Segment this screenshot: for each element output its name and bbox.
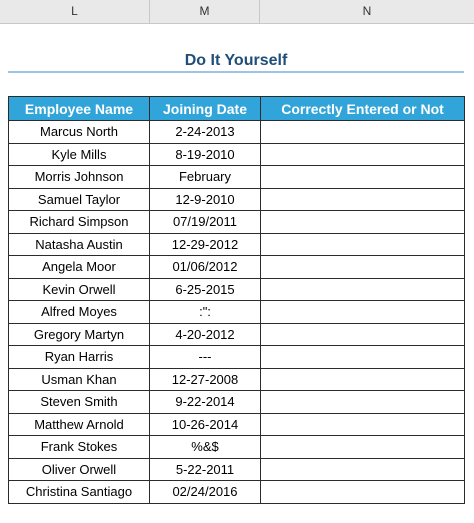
header-row [9, 97, 465, 121]
cell-correctly-entered[interactable] [261, 256, 465, 279]
cell-correctly-entered[interactable] [261, 436, 465, 459]
table-row [9, 278, 465, 301]
cell-correctly-entered[interactable] [261, 368, 465, 391]
column-header-m[interactable]: M [150, 0, 260, 23]
table-row [9, 346, 465, 369]
table-row [9, 121, 465, 144]
cell-employee-name[interactable]: Frank Stokes [9, 436, 150, 459]
cell-employee-name[interactable]: Kyle Mills [9, 143, 150, 166]
header-joining-date[interactable]: Joining Date [150, 97, 261, 121]
cell-employee-name[interactable]: Samuel Taylor [9, 188, 150, 211]
cell-employee-name[interactable]: Christina Santiago [9, 481, 150, 504]
column-header-n[interactable]: N [362, 4, 372, 18]
cell-joining-date[interactable]: 02/24/2016 [150, 481, 261, 504]
cell-employee-name[interactable]: Matthew Arnold [9, 413, 150, 436]
table-row [9, 166, 465, 189]
cell-joining-date[interactable]: February [150, 166, 261, 189]
table-row [9, 301, 465, 324]
cell-correctly-entered[interactable] [261, 346, 465, 369]
cell-employee-name[interactable]: Oliver Orwell [9, 458, 150, 481]
cell-joining-date[interactable]: 10-26-2014 [150, 413, 261, 436]
cell-employee-name[interactable]: Ryan Harris [9, 346, 150, 369]
cell-joining-date[interactable]: 8-19-2010 [150, 143, 261, 166]
cell-correctly-entered[interactable] [261, 413, 465, 436]
cell-joining-date[interactable]: %&$ [150, 436, 261, 459]
cell-correctly-entered[interactable] [261, 121, 465, 144]
cell-correctly-entered[interactable] [261, 323, 465, 346]
cell-joining-date[interactable]: 12-29-2012 [150, 233, 261, 256]
cell-employee-name[interactable]: Usman Khan [9, 368, 150, 391]
header-correctly-entered[interactable]: Correctly Entered or Not [261, 97, 465, 121]
table-row [9, 481, 465, 504]
cell-correctly-entered[interactable] [261, 391, 465, 414]
table-row [9, 413, 465, 436]
cell-correctly-entered[interactable] [261, 233, 465, 256]
table-row [9, 211, 465, 234]
table-row [9, 233, 465, 256]
cell-correctly-entered[interactable] [261, 211, 465, 234]
cell-correctly-entered[interactable] [261, 188, 465, 211]
cell-employee-name[interactable]: Kevin Orwell [9, 278, 150, 301]
cell-joining-date[interactable]: 12-9-2010 [150, 188, 261, 211]
table-row [9, 458, 465, 481]
cell-correctly-entered[interactable] [261, 166, 465, 189]
table-row [9, 436, 465, 459]
cell-joining-date[interactable]: :": [150, 301, 261, 324]
header-employee-name[interactable]: Employee Name [9, 97, 150, 121]
cell-joining-date[interactable]: 9-22-2014 [150, 391, 261, 414]
cell-employee-name[interactable]: Richard Simpson [9, 211, 150, 234]
table-row [9, 143, 465, 166]
employee-table [8, 96, 465, 504]
cell-employee-name[interactable]: Natasha Austin [9, 233, 150, 256]
cell-joining-date[interactable]: 07/19/2011 [150, 211, 261, 234]
table-row [9, 256, 465, 279]
table-row [9, 368, 465, 391]
table-row [9, 188, 465, 211]
sheet-title: Do It Yourself [184, 52, 288, 69]
column-header-l[interactable]: L [0, 0, 150, 23]
table-row [9, 323, 465, 346]
cell-correctly-entered[interactable] [261, 458, 465, 481]
cell-correctly-entered[interactable] [261, 481, 465, 504]
cell-joining-date[interactable]: 2-24-2013 [150, 121, 261, 144]
cell-joining-date[interactable]: 6-25-2015 [150, 278, 261, 301]
table-row [9, 391, 465, 414]
cell-joining-date[interactable]: 4-20-2012 [150, 323, 261, 346]
cell-correctly-entered[interactable] [261, 301, 465, 324]
cell-employee-name[interactable]: Angela Moor [9, 256, 150, 279]
title-underline [8, 71, 464, 73]
cell-employee-name[interactable]: Alfred Moyes [9, 301, 150, 324]
cell-correctly-entered[interactable] [261, 278, 465, 301]
cell-joining-date[interactable]: 01/06/2012 [150, 256, 261, 279]
cell-employee-name[interactable]: Marcus North [9, 121, 150, 144]
cell-correctly-entered[interactable] [261, 143, 465, 166]
cell-joining-date[interactable]: 5-22-2011 [150, 458, 261, 481]
column-header-bar [0, 0, 474, 24]
cell-joining-date[interactable]: --- [150, 346, 261, 369]
cell-joining-date[interactable]: 12-27-2008 [150, 368, 261, 391]
cell-employee-name[interactable]: Morris Johnson [9, 166, 150, 189]
cell-employee-name[interactable]: Steven Smith [9, 391, 150, 414]
cell-employee-name[interactable]: Gregory Martyn [9, 323, 150, 346]
